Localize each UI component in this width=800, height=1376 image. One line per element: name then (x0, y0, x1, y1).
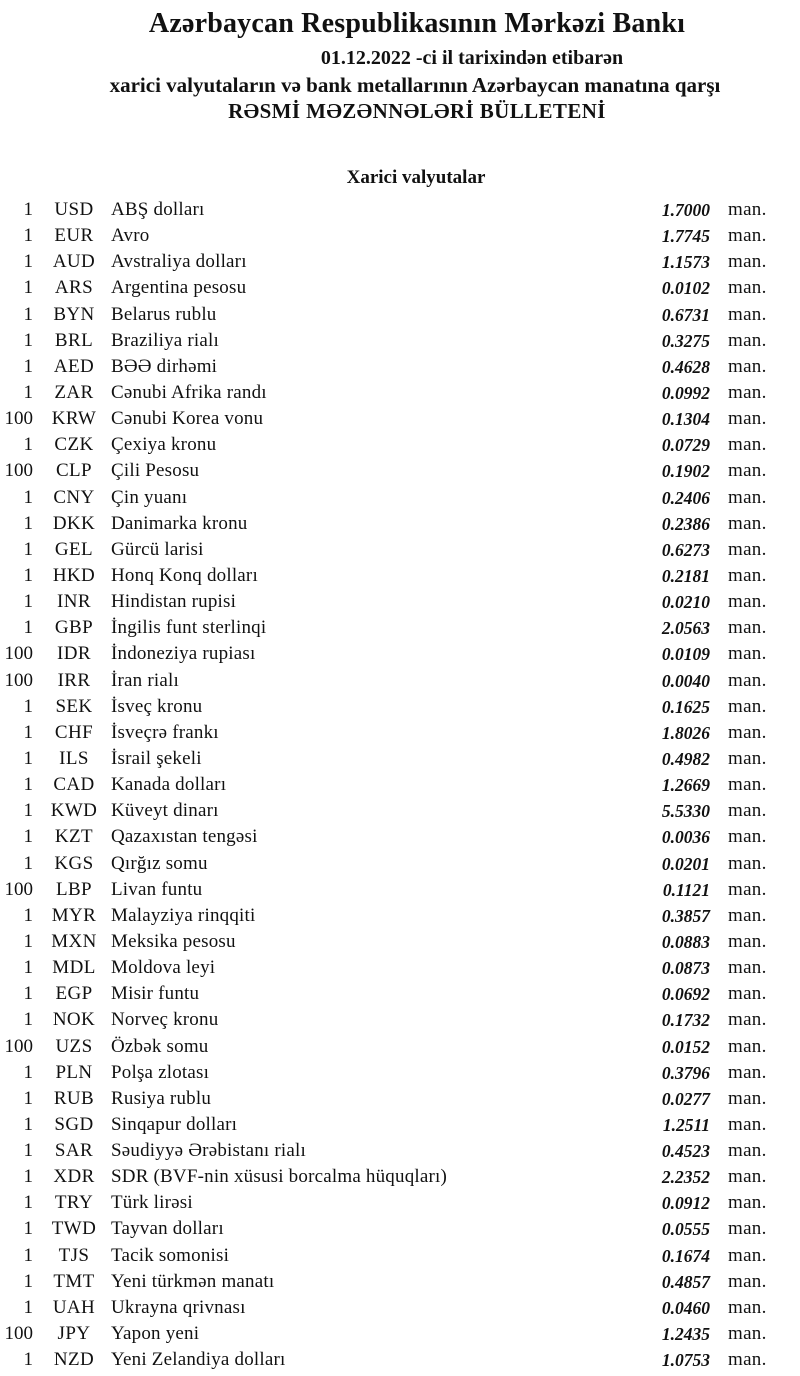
currency-code-cell: SEK (55, 695, 93, 717)
currency-name-cell: Yapon yeni (111, 1323, 200, 1345)
currency-name-cell: Kanada dolları (111, 774, 227, 796)
currency-code-cell: KWD (50, 800, 98, 822)
rate-row (0, 275, 800, 301)
bulletin-title: RƏSMİ MƏZƏNNƏLƏRİ BÜLLETENİ (228, 99, 606, 123)
currency-code-cell: AUD (52, 251, 96, 273)
unit-cell: man. (728, 826, 767, 848)
rate-row (0, 1243, 800, 1269)
rate-value-cell: 0.6273 (661, 539, 710, 560)
rate-row (0, 589, 800, 615)
currency-name-cell: Yeni türkmən manatı (111, 1270, 275, 1292)
quantity-cell: 1 (23, 930, 33, 952)
unit-cell: man. (728, 904, 767, 926)
rate-row (0, 1060, 800, 1086)
rate-row (0, 1347, 800, 1373)
currency-code-cell: LBP (55, 878, 93, 900)
quantity-cell: 1 (23, 1349, 33, 1371)
rate-value-cell: 0.1625 (661, 696, 710, 717)
currency-name-cell: Gürcü larisi (111, 538, 204, 560)
rate-value-cell: 1.1573 (661, 252, 710, 273)
rate-row (0, 1007, 800, 1033)
rate-row (0, 615, 800, 641)
rate-value-cell: 0.1304 (661, 409, 710, 430)
currency-code-cell: CHF (54, 721, 94, 743)
rate-row (0, 929, 800, 955)
rate-row (0, 406, 800, 432)
unit-cell: man. (728, 1349, 767, 1371)
unit-cell: man. (728, 774, 767, 796)
currency-code-cell: KRW (51, 408, 97, 430)
currency-name-cell: Hindistan rupisi (111, 591, 237, 613)
quantity-cell: 1 (23, 1270, 33, 1292)
rate-value-cell: 1.7000 (661, 200, 710, 220)
currency-name-cell: Misir funtu (111, 983, 200, 1005)
quantity-cell: 1 (23, 512, 33, 534)
unit-cell: man. (728, 1140, 767, 1162)
quantity-cell: 100 (4, 460, 33, 482)
rate-row (0, 903, 800, 929)
currency-code-cell: EUR (54, 225, 94, 247)
unit-cell: man. (728, 277, 767, 299)
rate-value-cell: 0.4982 (661, 748, 710, 769)
rate-value-cell: 0.0102 (661, 278, 710, 299)
unit-cell: man. (728, 1323, 767, 1345)
quantity-cell: 100 (4, 1323, 33, 1345)
currency-code-cell: CNY (53, 486, 95, 508)
unit-cell: man. (728, 695, 767, 717)
rate-row (0, 432, 800, 458)
currency-name-cell: Rusiya rublu (111, 1087, 212, 1109)
rate-row (0, 1086, 800, 1112)
rate-value-cell: 2.2352 (661, 1167, 710, 1188)
unit-cell: man. (728, 930, 767, 952)
currency-code-cell: CLP (55, 460, 93, 482)
unit-cell: man. (728, 408, 767, 430)
rate-value-cell: 1.0753 (661, 1350, 710, 1371)
currency-code-cell: PLN (55, 1061, 93, 1083)
rate-value-cell: 1.2669 (661, 775, 710, 796)
currency-name-cell: Ukrayna qrivnası (111, 1296, 246, 1318)
quantity-cell: 1 (23, 1113, 33, 1135)
rate-value-cell: 0.0152 (661, 1036, 710, 1057)
rate-row (0, 1164, 800, 1190)
currency-name-cell: SDR (BVF-nin xüsusi borcalma hüquqları) (111, 1166, 448, 1188)
rate-row (0, 720, 800, 746)
rate-value-cell: 0.0555 (661, 1219, 710, 1240)
rate-row (0, 223, 800, 249)
quantity-cell: 1 (23, 199, 33, 220)
subject-line: xarici valyutaların və bank metallarının Azərbaycan manatına qarşı (109, 73, 721, 97)
currency-name-cell: Braziliya rialı (111, 329, 219, 351)
rate-value-cell: 0.2181 (661, 565, 710, 586)
currency-code-cell: ILS (59, 747, 89, 769)
unit-cell: man. (728, 460, 767, 482)
unit-cell: man. (728, 800, 767, 822)
currency-code-cell: MYR (51, 904, 97, 926)
quantity-cell: 1 (23, 957, 33, 979)
rate-value-cell: 5.5330 (661, 801, 710, 822)
quantity-cell: 1 (23, 1087, 33, 1109)
unit-cell: man. (728, 538, 767, 560)
unit-cell: man. (728, 1218, 767, 1240)
quantity-cell: 1 (23, 251, 33, 273)
rate-value-cell: 1.7745 (661, 226, 710, 247)
currency-name-cell: Tayvan dolları (111, 1218, 224, 1240)
quantity-cell: 1 (23, 329, 33, 351)
currency-name-cell: Meksika pesosu (111, 930, 236, 952)
rate-row (0, 1190, 800, 1216)
quantity-cell: 1 (23, 355, 33, 377)
unit-cell: man. (728, 747, 767, 769)
rate-row (0, 1034, 800, 1060)
currency-code-cell: CZK (54, 434, 94, 456)
unit-cell: man. (728, 564, 767, 586)
rate-row (0, 955, 800, 981)
rate-value-cell: 0.6731 (661, 304, 710, 325)
rate-row (0, 485, 800, 511)
quantity-cell: 1 (23, 1296, 33, 1318)
unit-cell: man. (728, 721, 767, 743)
rate-row (0, 877, 800, 903)
currency-code-cell: NOK (52, 1009, 96, 1031)
quantity-cell: 1 (23, 381, 33, 403)
rate-row (0, 1112, 800, 1138)
currency-code-cell: TRY (54, 1192, 94, 1214)
rate-row (0, 1321, 800, 1347)
quantity-cell: 1 (23, 800, 33, 822)
currency-name-cell: İsveç kronu (111, 695, 203, 717)
currency-code-cell: INR (57, 591, 91, 613)
rate-value-cell: 1.2435 (661, 1324, 710, 1345)
rate-value-cell: 0.3857 (661, 905, 710, 926)
rate-value-cell: 0.4628 (661, 356, 710, 377)
unit-cell: man. (728, 1296, 767, 1318)
bank-name-title: Azərbaycan Respublikasının Mərkəzi Bankı (148, 8, 686, 39)
quantity-cell: 1 (23, 486, 33, 508)
quantity-cell: 1 (23, 852, 33, 874)
quantity-cell: 1 (23, 904, 33, 926)
currency-name-cell: İsveçrə frankı (111, 721, 219, 743)
currency-code-cell: UAH (52, 1296, 96, 1318)
rate-row (0, 746, 800, 772)
currency-name-cell: Belarus rublu (111, 303, 217, 325)
unit-cell: man. (728, 1113, 767, 1135)
unit-cell: man. (728, 251, 767, 273)
rate-row (0, 380, 800, 406)
rate-value-cell: 0.0036 (661, 827, 710, 848)
quantity-cell: 100 (4, 669, 33, 691)
section-title-foreign-currencies: Xarici valyutalar (346, 167, 486, 188)
unit-cell: man. (728, 852, 767, 874)
currency-code-cell: JPY (57, 1323, 91, 1345)
unit-cell: man. (728, 1087, 767, 1109)
currency-name-cell: BƏƏ dirhəmi (111, 355, 218, 377)
rate-row (0, 249, 800, 275)
quantity-cell: 100 (4, 643, 33, 665)
quantity-cell: 1 (23, 1166, 33, 1188)
currency-code-cell: EGP (55, 983, 93, 1005)
currency-name-cell: Yeni Zelandiya dolları (111, 1349, 286, 1371)
rate-row (0, 197, 800, 223)
effective-date-line: 01.12.2022 -ci il tarixindən etibarən (320, 47, 624, 69)
currency-code-cell: ARS (54, 277, 94, 299)
rate-row (0, 302, 800, 328)
currency-code-cell: BRL (54, 329, 94, 351)
rate-row (0, 1138, 800, 1164)
currency-name-cell: Tacik somonisi (111, 1244, 230, 1266)
rate-value-cell: 0.0210 (661, 592, 710, 613)
rate-value-cell: 0.3275 (661, 330, 710, 351)
unit-cell: man. (728, 303, 767, 325)
unit-cell: man. (728, 591, 767, 613)
currency-name-cell: İngilis funt sterlinqi (111, 617, 267, 639)
currency-code-cell: DKK (52, 512, 96, 534)
unit-cell: man. (728, 1166, 767, 1188)
currency-name-cell: Danimarka kronu (111, 512, 248, 534)
currency-name-cell: Polşa zlotası (111, 1061, 210, 1083)
rate-value-cell: 0.1121 (662, 879, 710, 900)
rate-value-cell: 0.0692 (661, 984, 710, 1005)
rate-row (0, 1295, 800, 1321)
currency-name-cell: ABŞ dolları (111, 199, 205, 220)
currency-name-cell: Avstraliya dolları (111, 251, 247, 273)
rate-row (0, 563, 800, 589)
rate-value-cell: 0.0460 (661, 1297, 710, 1318)
rate-row (0, 328, 800, 354)
unit-cell: man. (728, 643, 767, 665)
unit-cell: man. (728, 329, 767, 351)
rate-row (0, 354, 800, 380)
quantity-cell: 1 (23, 591, 33, 613)
currency-name-cell: Honq Konq dolları (111, 564, 258, 586)
rate-row (0, 511, 800, 537)
currency-name-cell: Çexiya kronu (111, 434, 217, 456)
unit-cell: man. (728, 355, 767, 377)
rate-row (0, 824, 800, 850)
currency-code-cell: MXN (51, 930, 97, 952)
quantity-cell: 1 (23, 1244, 33, 1266)
unit-cell: man. (728, 1270, 767, 1292)
currency-name-cell: Livan funtu (111, 878, 203, 900)
rate-value-cell: 0.3796 (661, 1062, 710, 1083)
unit-cell: man. (728, 1192, 767, 1214)
quantity-cell: 1 (23, 1061, 33, 1083)
rate-row (0, 981, 800, 1007)
rate-value-cell: 0.4523 (661, 1141, 710, 1162)
rate-value-cell: 0.0109 (661, 644, 710, 665)
quantity-cell: 100 (4, 878, 33, 900)
currency-code-cell: MDL (52, 957, 96, 979)
rate-row (0, 1269, 800, 1295)
unit-cell: man. (728, 381, 767, 403)
currency-code-cell: TWD (51, 1218, 97, 1240)
rate-row (0, 458, 800, 484)
quantity-cell: 1 (23, 303, 33, 325)
currency-code-cell: TMT (53, 1270, 95, 1292)
currency-name-cell: Sinqapur dolları (111, 1113, 238, 1135)
rates-table (0, 197, 800, 1373)
rate-row (0, 537, 800, 563)
rate-value-cell: 2.0563 (661, 618, 710, 639)
currency-code-cell: USD (54, 199, 94, 220)
quantity-cell: 1 (23, 826, 33, 848)
quantity-cell: 100 (4, 1035, 33, 1057)
currency-code-cell: CAD (53, 774, 95, 796)
quantity-cell: 1 (23, 774, 33, 796)
quantity-cell: 1 (23, 695, 33, 717)
currency-name-cell: Moldova leyi (111, 957, 216, 979)
unit-cell: man. (728, 983, 767, 1005)
quantity-cell: 1 (23, 1218, 33, 1240)
quantity-cell: 1 (23, 538, 33, 560)
rate-value-cell: 0.0912 (661, 1193, 710, 1214)
currency-name-cell: Cənubi Afrika randı (111, 381, 267, 403)
currency-name-cell: Qırğız somu (111, 852, 208, 874)
quantity-cell: 100 (4, 408, 33, 430)
unit-cell: man. (728, 1061, 767, 1083)
currency-name-cell: İran rialı (111, 669, 179, 691)
rate-value-cell: 1.8026 (661, 722, 710, 743)
currency-name-cell: Malayziya rinqqiti (111, 904, 256, 926)
currency-code-cell: SAR (54, 1140, 94, 1162)
quantity-cell: 1 (23, 1192, 33, 1214)
rate-value-cell: 0.2386 (661, 513, 710, 534)
currency-code-cell: GBP (54, 617, 94, 639)
currency-name-cell: Avro (111, 225, 150, 247)
currency-name-cell: Cənubi Korea vonu (111, 408, 264, 430)
currency-code-cell: GEL (54, 538, 94, 560)
unit-cell: man. (728, 617, 767, 639)
quantity-cell: 1 (23, 564, 33, 586)
unit-cell: man. (728, 957, 767, 979)
rate-row (0, 1216, 800, 1242)
rate-row (0, 641, 800, 667)
unit-cell: man. (728, 199, 767, 220)
currency-code-cell: NZD (53, 1349, 95, 1371)
unit-cell: man. (728, 512, 767, 534)
currency-code-cell: IRR (57, 669, 91, 691)
rate-value-cell: 1.2511 (662, 1114, 710, 1135)
rate-row (0, 798, 800, 824)
quantity-cell: 1 (23, 617, 33, 639)
currency-code-cell: BYN (53, 303, 95, 325)
currency-code-cell: ZAR (54, 381, 94, 403)
currency-code-cell: XDR (53, 1166, 95, 1188)
quantity-cell: 1 (23, 747, 33, 769)
quantity-cell: 1 (23, 1140, 33, 1162)
bulletin-header (0, 0, 800, 124)
currency-name-cell: İndoneziya rupiası (111, 643, 256, 665)
unit-cell: man. (728, 486, 767, 508)
currency-code-cell: KZT (54, 826, 94, 848)
quantity-cell: 1 (23, 1009, 33, 1031)
currency-code-cell: UZS (55, 1035, 93, 1057)
rate-row (0, 772, 800, 798)
rate-value-cell: 0.0277 (661, 1088, 710, 1109)
currency-name-cell: Özbək somu (111, 1035, 209, 1057)
rate-value-cell: 0.0873 (661, 958, 710, 979)
unit-cell: man. (728, 669, 767, 691)
currency-name-cell: Küveyt dinarı (111, 800, 219, 822)
currency-code-cell: IDR (57, 643, 91, 665)
rate-value-cell: 0.1732 (661, 1010, 710, 1031)
currency-code-cell: TJS (58, 1244, 90, 1266)
currency-name-cell: Norveç kronu (111, 1009, 219, 1031)
rate-row (0, 851, 800, 877)
rate-value-cell: 0.0040 (661, 670, 710, 691)
quantity-cell: 1 (23, 983, 33, 1005)
rate-value-cell: 0.0992 (661, 382, 710, 403)
currency-code-cell: AED (53, 355, 95, 377)
unit-cell: man. (728, 1035, 767, 1057)
unit-cell: man. (728, 434, 767, 456)
rate-row (0, 668, 800, 694)
currency-name-cell: Türk lirəsi (111, 1192, 193, 1214)
currency-code-cell: SGD (54, 1113, 94, 1135)
currency-name-cell: Argentina pesosu (111, 277, 247, 299)
unit-cell: man. (728, 1009, 767, 1031)
currency-name-cell: Qazaxıstan tengəsi (111, 826, 258, 848)
rate-value-cell: 0.1902 (661, 461, 710, 482)
rate-row (0, 694, 800, 720)
currency-code-cell: RUB (53, 1087, 95, 1109)
rate-value-cell: 0.4857 (661, 1271, 710, 1292)
unit-cell: man. (728, 878, 767, 900)
unit-cell: man. (728, 225, 767, 247)
quantity-cell: 1 (23, 434, 33, 456)
rate-value-cell: 0.2406 (661, 487, 710, 508)
currency-name-cell: İsrail şekeli (111, 747, 202, 769)
quantity-cell: 1 (23, 225, 33, 247)
unit-cell: man. (728, 1244, 767, 1266)
rate-value-cell: 0.0729 (661, 435, 710, 456)
currency-name-cell: Səudiyyə Ərəbistanı rialı (111, 1140, 306, 1162)
currency-code-cell: HKD (52, 564, 96, 586)
rate-value-cell: 0.0883 (661, 931, 710, 952)
currency-code-cell: KGS (54, 852, 94, 874)
quantity-cell: 1 (23, 277, 33, 299)
currency-name-cell: Çin yuanı (111, 486, 188, 508)
rate-value-cell: 0.1674 (661, 1245, 710, 1266)
quantity-cell: 1 (23, 721, 33, 743)
currency-name-cell: Çili Pesosu (111, 460, 200, 482)
rate-value-cell: 0.0201 (661, 853, 710, 874)
